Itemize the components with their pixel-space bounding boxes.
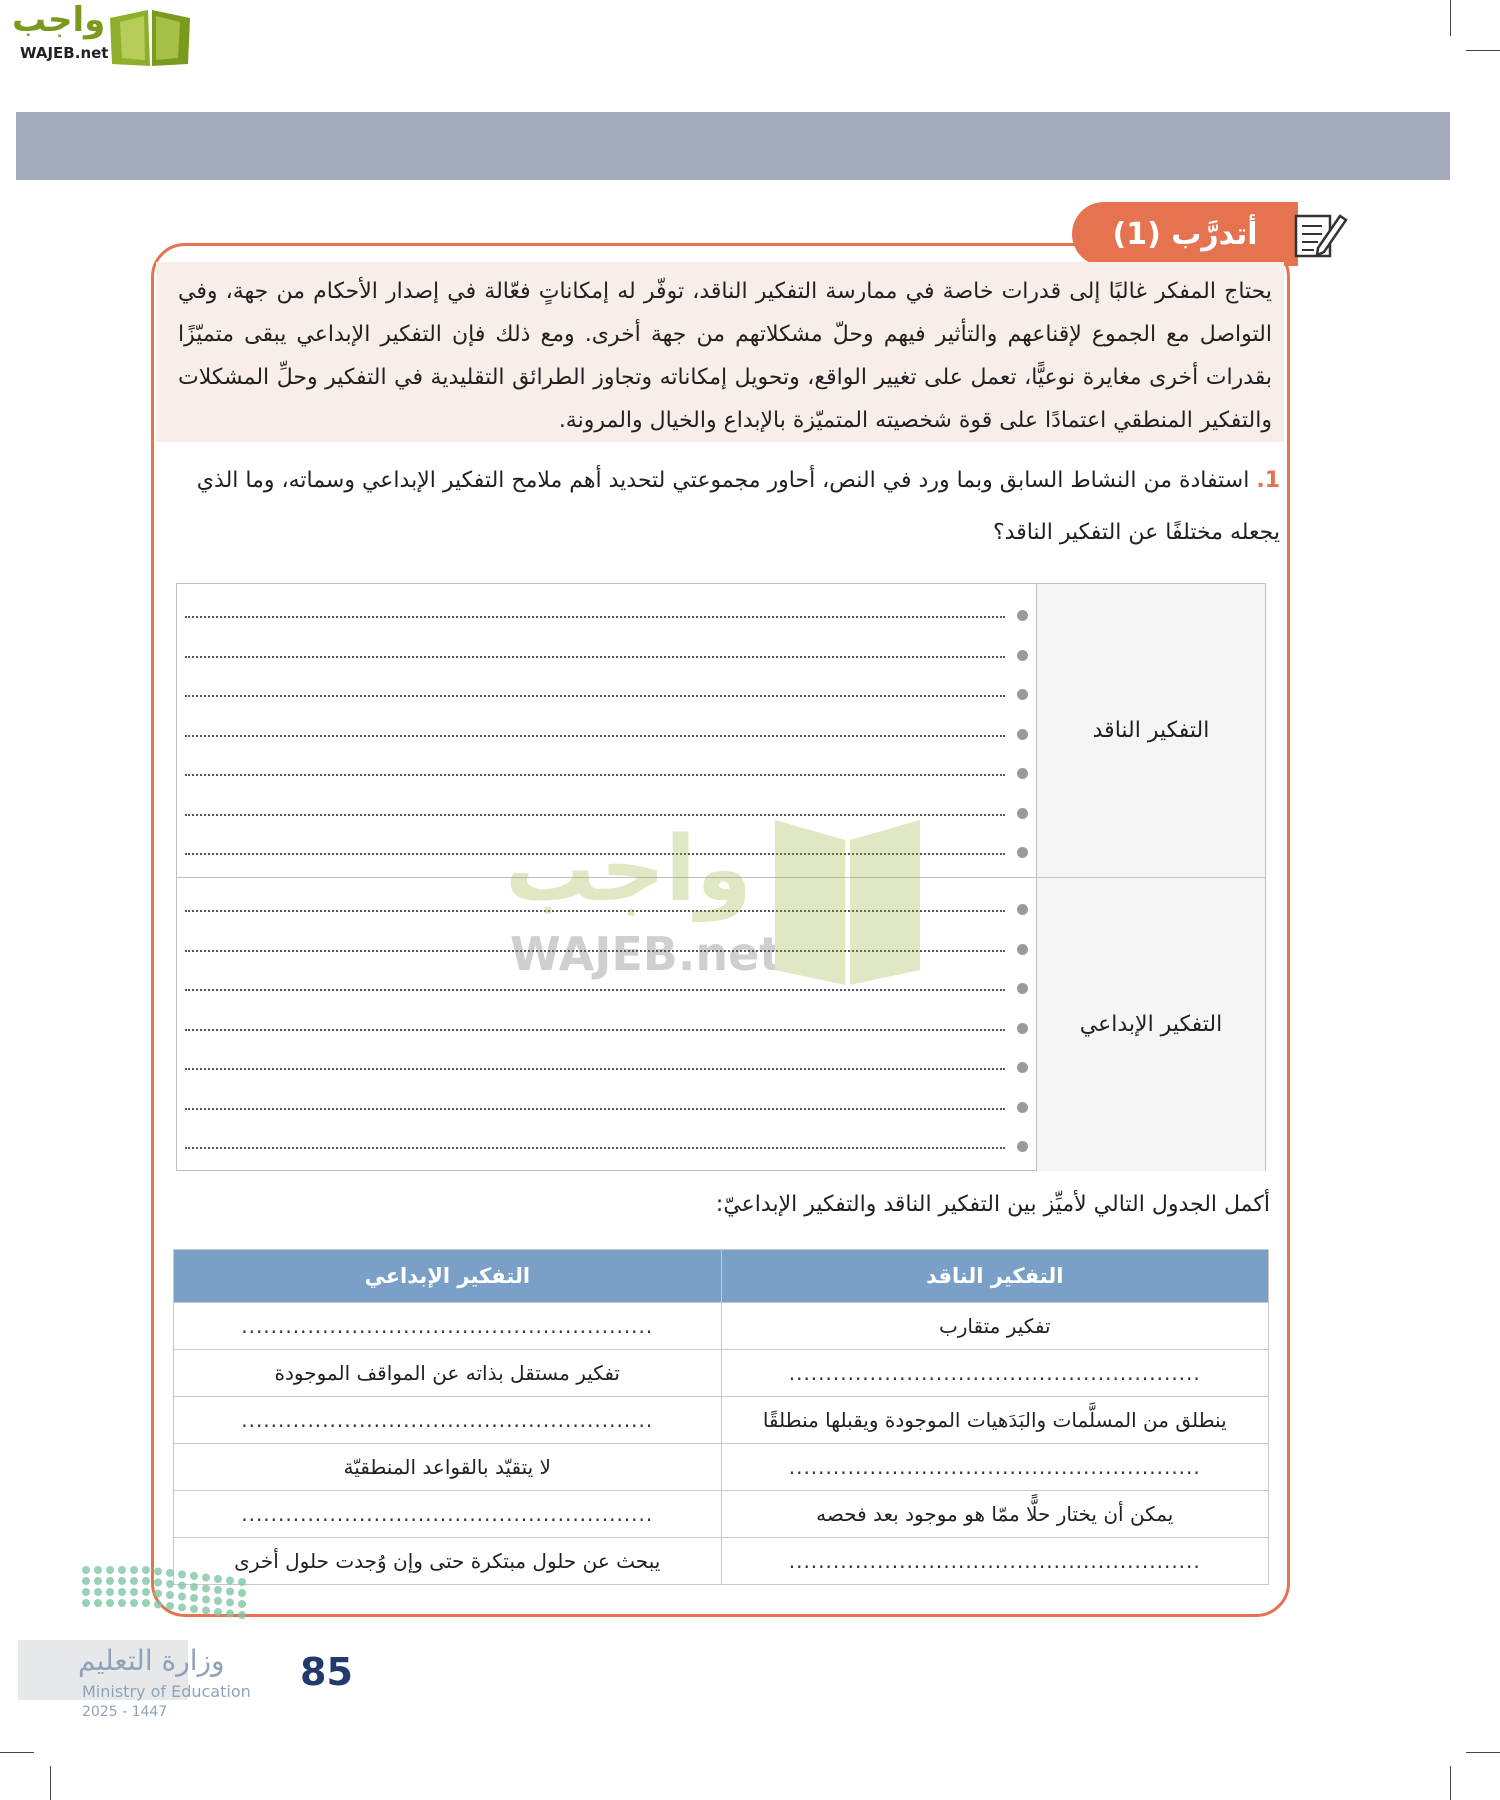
bullet-icon — [1017, 729, 1028, 740]
comparison-table — [173, 1249, 1269, 1585]
header-banner — [16, 112, 1450, 180]
answer-line[interactable] — [185, 853, 1005, 855]
header-creative: التفكير الإبداعي — [174, 1250, 722, 1303]
header-critical: التفكير الناقد — [721, 1250, 1269, 1303]
critical-thinking-row — [177, 584, 1265, 878]
exercise-badge: أتدرَّب (1) — [1072, 202, 1298, 266]
bullet-icon — [1017, 650, 1028, 661]
year: 2025 - 1447 — [82, 1704, 168, 1720]
answer-line[interactable] — [185, 989, 1005, 991]
intro-paragraph: يحتاج المفكر غالبًا إلى قدرات خاصة في ممارسة التفكير الناقد، توفّر له إمكاناتٍ فعّالة في إصدار الأحكام من جهة، وفي التواصل مع الجموع لإقناعهم والتأثير فيهم وحلّ مشكلاتهم من جهة أخرى. ومع ذلك فإن التفكير الإبداعي يبقى متميّزًا بقدرات أخرى مغايرة نوعيًّا، تعمل على تغيير الواقع، وتحويل إمكاناته وتجاوز الطرائق التقليدية في التفكير وحلِّ المشكلات والتفكير المنطقي اعتمادًا على قوة شخصيته المتميّزة بالإبداع والخيال والمرونة. — [156, 262, 1284, 442]
crop-mark — [1466, 50, 1500, 51]
crop-mark — [1450, 0, 1451, 36]
bullet-icon — [1017, 689, 1028, 700]
critical-cell: يمكن أن يختار حلًّا ممّا هو موجود بعد فحصه — [721, 1491, 1269, 1538]
answer-line[interactable] — [185, 910, 1005, 912]
page-number: 85 — [300, 1650, 353, 1694]
logo-en: WAJEB.net — [20, 44, 109, 62]
crop-mark — [0, 1752, 34, 1753]
row-label: التفكير الإبداعي — [1036, 878, 1265, 1171]
watermark-ar: واجب — [505, 817, 752, 922]
answer-line[interactable] — [185, 950, 1005, 952]
ministry-ar: وزارة التعليم — [78, 1644, 225, 1677]
answer-line[interactable] — [185, 1029, 1005, 1031]
crop-mark — [1450, 1766, 1451, 1800]
bullet-icon — [1017, 808, 1028, 819]
table-row — [174, 1538, 1269, 1585]
bullet-icon — [1017, 1023, 1028, 1034]
answer-line[interactable] — [185, 1068, 1005, 1070]
bullet-icon — [1017, 1062, 1028, 1073]
answer-line[interactable] — [185, 695, 1005, 697]
question-1 — [160, 455, 1284, 559]
critical-cell: تفكير متقارب — [721, 1303, 1269, 1350]
critical-cell[interactable]: ........................................................ — [721, 1350, 1269, 1397]
bullet-icon — [1017, 904, 1028, 915]
critical-cell: ينطلق من المسلَّمات والبَدَهيات الموجودة ويقبلها منطلقًا — [721, 1397, 1269, 1444]
bullet-icon — [1017, 1141, 1028, 1152]
answer-line[interactable] — [185, 616, 1005, 618]
table-instruction: أكمل الجدول التالي لأميِّز بين التفكير الناقد والتفكير الإبداعيّ: — [715, 1192, 1270, 1217]
creative-cell: يبحث عن حلول مبتكرة حتى وإن وُجدت حلول أخرى — [174, 1538, 722, 1585]
table-row — [174, 1303, 1269, 1350]
logo-ar: واجب — [12, 0, 106, 40]
table-row — [174, 1350, 1269, 1397]
ministry-logo — [18, 1560, 278, 1730]
question-number: 1. — [1256, 468, 1280, 493]
table-row — [174, 1491, 1269, 1538]
creative-cell[interactable]: ........................................................ — [174, 1491, 722, 1538]
answer-line[interactable] — [185, 656, 1005, 658]
wajeb-logo[interactable] — [8, 0, 193, 68]
bullet-icon — [1017, 944, 1028, 955]
bullet-icon — [1017, 1102, 1028, 1113]
table-row — [174, 1444, 1269, 1491]
bullet-icon — [1017, 847, 1028, 858]
creative-cell: تفكير مستقل بذاته عن المواقف الموجودة — [174, 1350, 722, 1397]
bullet-icon — [1017, 983, 1028, 994]
traits-table — [176, 583, 1266, 1171]
watermark-en: WAJEB.net — [510, 927, 782, 981]
critical-cell[interactable]: ........................................................ — [721, 1538, 1269, 1585]
table-row — [174, 1397, 1269, 1444]
question-text: استفادة من النشاط السابق وبما ورد في النص، أحاور مجموعتي لتحديد أهم ملامح التفكير الإبداعي وسماته، وما الذي يجعله مختلفًا عن التفكير الناقد؟ — [196, 468, 1280, 545]
creative-thinking-row — [177, 878, 1265, 1171]
bullet-icon — [1017, 610, 1028, 621]
ministry-en: Ministry of Education — [82, 1682, 251, 1701]
creative-cell: لا يتقيّد بالقواعد المنطقيّة — [174, 1444, 722, 1491]
pencil-note-icon — [1292, 208, 1348, 262]
book-icon — [108, 6, 194, 68]
row-label: التفكير الناقد — [1036, 584, 1265, 877]
answer-line[interactable] — [185, 814, 1005, 816]
creative-cell[interactable]: ........................................................ — [174, 1397, 722, 1444]
creative-cell[interactable]: ........................................................ — [174, 1303, 722, 1350]
answer-line[interactable] — [185, 735, 1005, 737]
answer-line[interactable] — [185, 774, 1005, 776]
answer-line[interactable] — [185, 1108, 1005, 1110]
crop-mark — [50, 1766, 51, 1800]
answer-line[interactable] — [185, 1147, 1005, 1149]
critical-cell[interactable]: ........................................................ — [721, 1444, 1269, 1491]
crop-mark — [1466, 1752, 1500, 1753]
bullet-icon — [1017, 768, 1028, 779]
